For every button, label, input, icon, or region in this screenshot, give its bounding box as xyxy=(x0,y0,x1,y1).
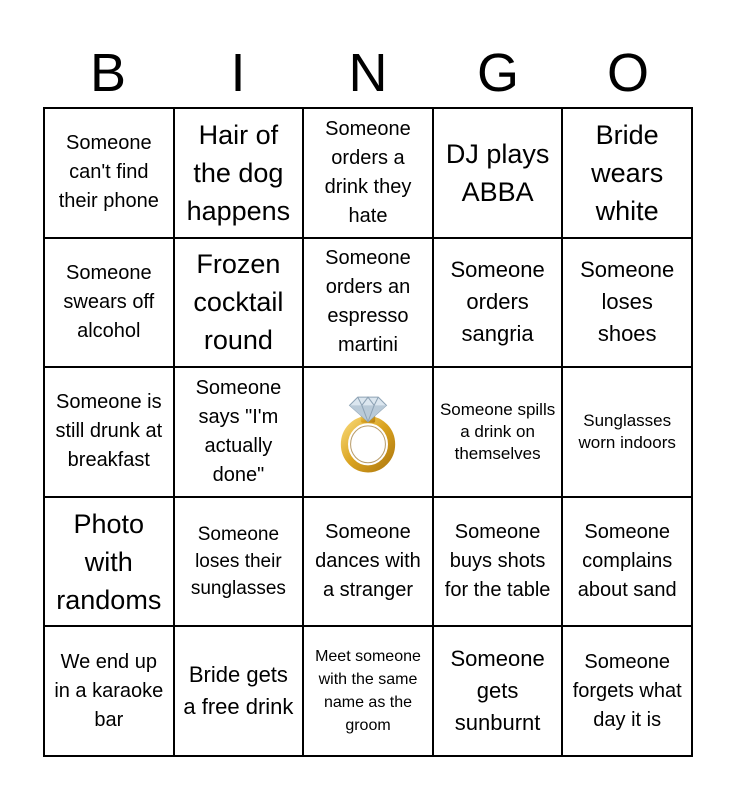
bingo-cell[interactable] xyxy=(562,367,692,497)
bingo-cell[interactable] xyxy=(303,238,433,368)
bingo-cell[interactable] xyxy=(433,626,563,756)
cell-text: Someone gets sunburnt xyxy=(450,646,545,736)
header-letter-b: B xyxy=(89,43,127,103)
bingo-cell[interactable] xyxy=(433,497,563,627)
bingo-cell[interactable] xyxy=(44,367,174,497)
cell-text: Someone dances with a stranger xyxy=(315,521,421,602)
bingo-cell[interactable] xyxy=(174,108,304,238)
cell-text: Someone says "I'm actually done" xyxy=(195,376,282,486)
bingo-cell[interactable] xyxy=(433,367,563,497)
bingo-cell[interactable] xyxy=(562,497,692,627)
bingo-cell[interactable] xyxy=(174,367,304,497)
bingo-cell[interactable] xyxy=(433,238,563,368)
bingo-cell[interactable] xyxy=(562,626,692,756)
bingo-cell[interactable] xyxy=(433,108,563,238)
cell-text: Someone orders a drink they hate xyxy=(324,117,412,227)
cell-text: Someone is still drunk at breakfast xyxy=(55,391,163,472)
header-letter-g: G xyxy=(476,43,519,103)
bingo-cell[interactable] xyxy=(303,626,433,756)
cell-text: Someone can't find their phone xyxy=(58,132,159,213)
bingo-cell[interactable] xyxy=(44,108,174,238)
bingo-cell[interactable] xyxy=(174,626,304,756)
bingo-header xyxy=(43,40,693,106)
cell-text: Someone forgets what day it is xyxy=(572,650,682,731)
bingo-cell[interactable] xyxy=(44,626,174,756)
cell-text: Someone loses their sunglasses xyxy=(190,524,286,600)
cell-text: Hair of the dog happens xyxy=(186,119,291,226)
cell-text: DJ plays ABBA xyxy=(445,138,550,207)
bingo-cell[interactable] xyxy=(44,238,174,368)
cell-text: Meet someone with the same name as the groom xyxy=(315,648,421,735)
cell-text: Photo with randoms xyxy=(56,508,162,615)
cell-text: Someone spills a drink on themselves xyxy=(439,399,556,463)
diamond-ring-icon xyxy=(327,391,409,473)
bingo-cell[interactable] xyxy=(174,497,304,627)
cell-text: Someone loses shoes xyxy=(580,257,675,347)
cell-text: Bride wears white xyxy=(591,119,664,226)
cell-text: Someone orders sangria xyxy=(450,257,545,347)
cell-text: Bride gets a free drink xyxy=(183,662,294,720)
header-letter-n: N xyxy=(348,43,388,103)
bingo-cell[interactable] xyxy=(562,238,692,368)
cell-text: Someone complains about sand xyxy=(577,521,677,602)
cell-text: Someone buys shots for the table xyxy=(444,521,551,602)
bingo-cell[interactable] xyxy=(174,238,304,368)
cell-text: Sunglasses worn indoors xyxy=(578,410,676,452)
header-letter-o: O xyxy=(606,43,649,103)
cell-text: Frozen cocktail round xyxy=(193,249,284,356)
cell-text: We end up in a karaoke bar xyxy=(54,650,164,731)
bingo-cell[interactable] xyxy=(562,108,692,238)
cell-text: Someone orders an espresso martini xyxy=(325,247,411,357)
bingo-cell[interactable] xyxy=(44,497,174,627)
free-space-cell[interactable] xyxy=(303,367,433,497)
cell-text: Someone swears off alcohol xyxy=(63,261,155,342)
header-letter-i: I xyxy=(230,43,246,103)
bingo-cell[interactable] xyxy=(303,108,433,238)
bingo-cell[interactable] xyxy=(303,497,433,627)
bingo-grid xyxy=(43,107,693,757)
